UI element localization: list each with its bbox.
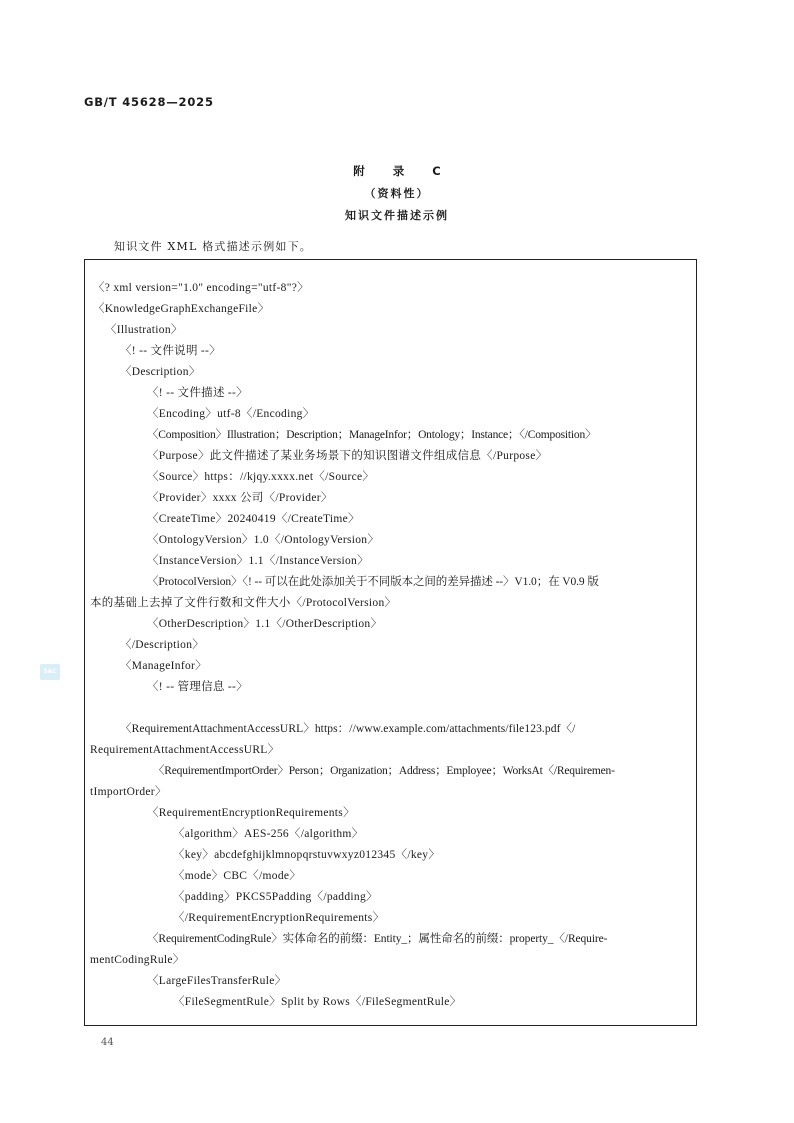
code-line: tImportOrder〉 [90, 786, 167, 798]
code-line: 〈algorithm〉AES-256〈/algorithm〉 [173, 828, 364, 840]
code-line: 〈ManageInfor〉 [120, 660, 207, 672]
intro-paragraph: 知识文件 XML 格式描述示例如下。 [114, 240, 312, 253]
code-line: mentCodingRule〉 [90, 954, 185, 966]
code-line: 本的基础上去掉了文件行数和文件大小〈/ProtocolVersion〉 [90, 597, 397, 609]
code-line: RequirementAttachmentAccessURL〉 [90, 744, 280, 756]
code-line: 〈! -- 文件说明 --〉 [120, 345, 221, 357]
code-line: 〈FileSegmentRule〉Split by Rows〈/FileSegmentRule〉 [173, 996, 462, 1008]
code-line: 〈mode〉CBC〈/mode〉 [173, 870, 302, 882]
annex-type: （资料性） [364, 187, 430, 200]
code-line: 〈! -- 管理信息 --〉 [147, 681, 248, 693]
code-line: 〈Source〉https：//kjqy.xxxx.net〈/Source〉 [147, 471, 375, 483]
code-line: 〈CreateTime〉20240419〈/CreateTime〉 [147, 513, 360, 525]
code-line: 〈OntologyVersion〉1.0〈/OntologyVersion〉 [147, 534, 380, 546]
code-line: 〈Composition〉Illustration；Description；ManageInfor；Ontology；Instance；〈/Composition〉 [147, 429, 597, 441]
code-line: 〈Description〉 [120, 366, 201, 378]
annex-title: 附 录 C [353, 164, 453, 178]
watermark-stamp-icon: SAC [40, 664, 60, 680]
code-line: 〈Encoding〉utf-8〈/Encoding〉 [147, 408, 315, 420]
code-line: 〈RequirementEncryptionRequirements〉 [147, 807, 355, 819]
code-line: 〈RequirementImportOrder〉Person；Organization；Address；Employee；WorksAt〈/Requiremen- [153, 765, 615, 777]
code-line: 〈Illustration〉 [105, 324, 183, 336]
code-line: 〈RequirementCodingRule〉实体命名的前缀：Entity_；属性命名的前缀：property_〈/Require- [147, 933, 608, 945]
code-line: 〈OtherDescription〉1.1〈/OtherDescription〉 [147, 618, 383, 630]
code-line: 〈/Description〉 [120, 639, 205, 651]
code-line: 〈/RequirementEncryptionRequirements〉 [173, 912, 385, 924]
code-line: 〈ProtocolVersion〉〈! -- 可以在此处添加关于不同版本之间的差异描述 --〉V1.0；在 V0.9 版 [147, 576, 599, 588]
code-line: 〈InstanceVersion〉1.1〈/InstanceVersion〉 [147, 555, 369, 567]
xml-code-box [84, 259, 697, 1026]
code-line: 〈key〉abcdefghijklmnopqrstuvwxyz012345〈/key〉 [173, 849, 441, 861]
page-number: 44 [101, 1037, 114, 1048]
code-line: 〈LargeFilesTransferRule〉 [147, 975, 287, 987]
code-line: 〈RequirementAttachmentAccessURL〉https：//www.example.com/attachments/file123.pdf〈/ [120, 723, 576, 735]
code-line: 〈? xml version="1.0" encoding="utf-8"?〉 [93, 282, 309, 294]
document-code: GB/T 45628—2025 [84, 95, 214, 109]
code-line: 〈padding〉PKCS5Padding〈/padding〉 [173, 891, 378, 903]
code-line: 〈Provider〉xxxx 公司〈/Provider〉 [147, 492, 333, 504]
code-line: 〈! -- 文件描述 --〉 [147, 387, 248, 399]
annex-subject: 知识文件描述示例 [345, 209, 449, 222]
code-line: 〈KnowledgeGraphExchangeFile〉 [93, 303, 270, 315]
code-line: 〈Purpose〉此文件描述了某业务场景下的知识图谱文件组成信息〈/Purpose〉 [147, 450, 548, 462]
